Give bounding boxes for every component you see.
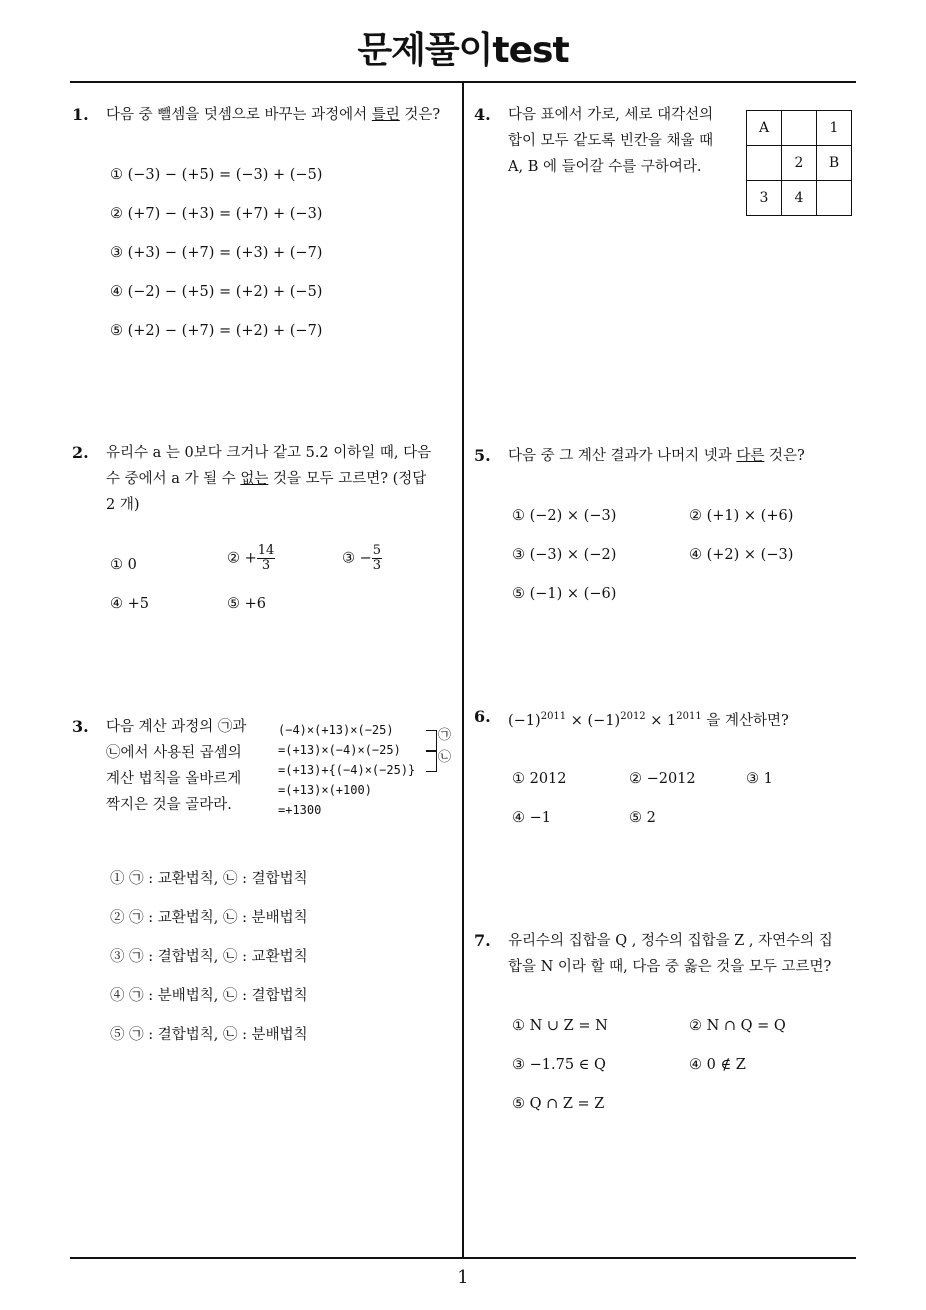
- marker-1: ㉠: [438, 728, 452, 743]
- cell: [817, 181, 852, 216]
- choice-2[interactable]: ② −2012: [629, 771, 696, 787]
- cell: [782, 111, 817, 146]
- page-title: 문제풀이test: [357, 30, 569, 71]
- column-divider: [462, 82, 464, 1258]
- choice-4[interactable]: ④ ㉠ : 분배법칙, ㉡ : 결합법칙: [110, 988, 308, 1004]
- question-5: [474, 443, 858, 613]
- choice-1[interactable]: ① N ∪ Z = N: [512, 1018, 608, 1034]
- question-number: 6.: [474, 707, 491, 726]
- choice-2[interactable]: ② ㉠ : 교환법칙, ㉡ : 분배법칙: [110, 910, 308, 926]
- choice-3[interactable]: ③ − $\frac{5}{3}$: [342, 543, 382, 573]
- magic-square-table: [746, 110, 852, 216]
- choice-5[interactable]: ⑤ (−1) × (−6): [512, 586, 617, 602]
- cell: 4: [782, 181, 817, 216]
- question-6: [474, 704, 858, 834]
- choice-4[interactable]: ④ (+2) × (−3): [689, 547, 794, 563]
- question-7: [474, 928, 858, 1118]
- question-text: 유리수의 집합을 Q , 정수의 집합을 Z , 자연수의 집 합을 N 이라 할 때, 다음 중 옳은 것을 모두 고르면?: [508, 933, 833, 975]
- choice-4[interactable]: ④ +5: [110, 596, 149, 612]
- question-2: [72, 440, 456, 630]
- cell: A: [747, 111, 782, 146]
- question-number: 5.: [474, 446, 491, 465]
- question-1: [72, 102, 452, 352]
- choice-5[interactable]: ⑤ 2: [629, 810, 656, 826]
- calculation-steps: (−4)×(+13)×(−25) =(+13)×(−4)×(−25) =(+13)+{(−4)×(−25)} =(+13)×(+100) =+1300: [278, 723, 416, 817]
- question-text: $(-1)^{2011} \times (-1)^{2012} \times 1^{2011}$ 을 계산하면?: [508, 711, 789, 729]
- choice-5[interactable]: ⑤ ㉠ : 결합법칙, ㉡ : 분배법칙: [110, 1027, 308, 1043]
- choice-2[interactable]: ② N ∩ Q = Q: [689, 1018, 786, 1034]
- choice-1[interactable]: ① 2012: [512, 771, 567, 787]
- question-4: [474, 102, 858, 222]
- choice-5[interactable]: ⑤ Q ∩ Z = Z: [512, 1096, 605, 1112]
- choice-5[interactable]: ⑤ (+2) − (+7) = (+2) + (−7): [110, 323, 323, 339]
- cell: B: [817, 146, 852, 181]
- bottom-rule: [70, 1257, 856, 1259]
- choice-1[interactable]: ① (−3) − (+5) = (−3) + (−5): [110, 167, 323, 183]
- choice-2[interactable]: ② (+1) × (+6): [689, 508, 794, 524]
- cell: 2: [782, 146, 817, 181]
- question-text: 다음 중 그 계산 결과가 나머지 넷과 다른 것은?: [508, 448, 805, 464]
- choice-4[interactable]: ④ 0 ∉ Z: [689, 1057, 746, 1073]
- cell: [747, 146, 782, 181]
- question-number: 4.: [474, 105, 491, 124]
- page-number: 1: [457, 1267, 469, 1288]
- question-text: 다음 계산 과정의 ㉠과 ㉡에서 사용된 곱셈의 계산 법칙을 올바르게 짝지은 것을 골라라.: [106, 719, 247, 813]
- question-number: 7.: [474, 931, 491, 950]
- choice-3[interactable]: ③ (+3) − (+7) = (+3) + (−7): [110, 245, 323, 261]
- question-number: 3.: [72, 717, 89, 736]
- bracket-2: [426, 750, 437, 772]
- question-text: 유리수 a 는 0보다 크거나 같고 5.2 이하일 때, 다음 수 중에서 a 가 될 수 없는 것을 모두 고르면? (정답 2 개): [106, 445, 432, 513]
- choice-5[interactable]: ⑤ +6: [227, 596, 266, 612]
- choice-4[interactable]: ④ (−2) − (+5) = (+2) + (−5): [110, 284, 323, 300]
- question-text: 다음 중 뺄셈을 덧셈으로 바꾸는 과정에서 틀린 것은?: [106, 107, 441, 123]
- question-text: 다음 표에서 가로, 세로 대각선의 합이 모두 같도록 빈칸을 채울 때 A, B 에 들어갈 수를 구하여라.: [508, 107, 714, 175]
- cell: 3: [747, 181, 782, 216]
- choice-3[interactable]: ③ 1: [746, 771, 773, 787]
- question-number: 1.: [72, 105, 89, 124]
- marker-2: ㉡: [438, 750, 452, 765]
- question-3: [72, 714, 456, 1044]
- choice-1[interactable]: ① 0: [110, 557, 137, 573]
- bracket-1: [426, 730, 437, 752]
- choice-2[interactable]: ② (+7) − (+3) = (+7) + (−3): [110, 206, 323, 222]
- choice-3[interactable]: ③ −1.75 ∈ Q: [512, 1057, 606, 1073]
- choice-3[interactable]: ③ (−3) × (−2): [512, 547, 617, 563]
- choice-2[interactable]: ② + $\frac{14}{3}$: [227, 543, 275, 573]
- choice-3[interactable]: ③ ㉠ : 결합법칙, ㉡ : 교환법칙: [110, 949, 308, 965]
- choice-1[interactable]: ① ㉠ : 교환법칙, ㉡ : 결합법칙: [110, 871, 308, 887]
- question-number: 2.: [72, 443, 89, 462]
- choice-4[interactable]: ④ −1: [512, 810, 551, 826]
- cell: 1: [817, 111, 852, 146]
- choice-1[interactable]: ① (−2) × (−3): [512, 508, 617, 524]
